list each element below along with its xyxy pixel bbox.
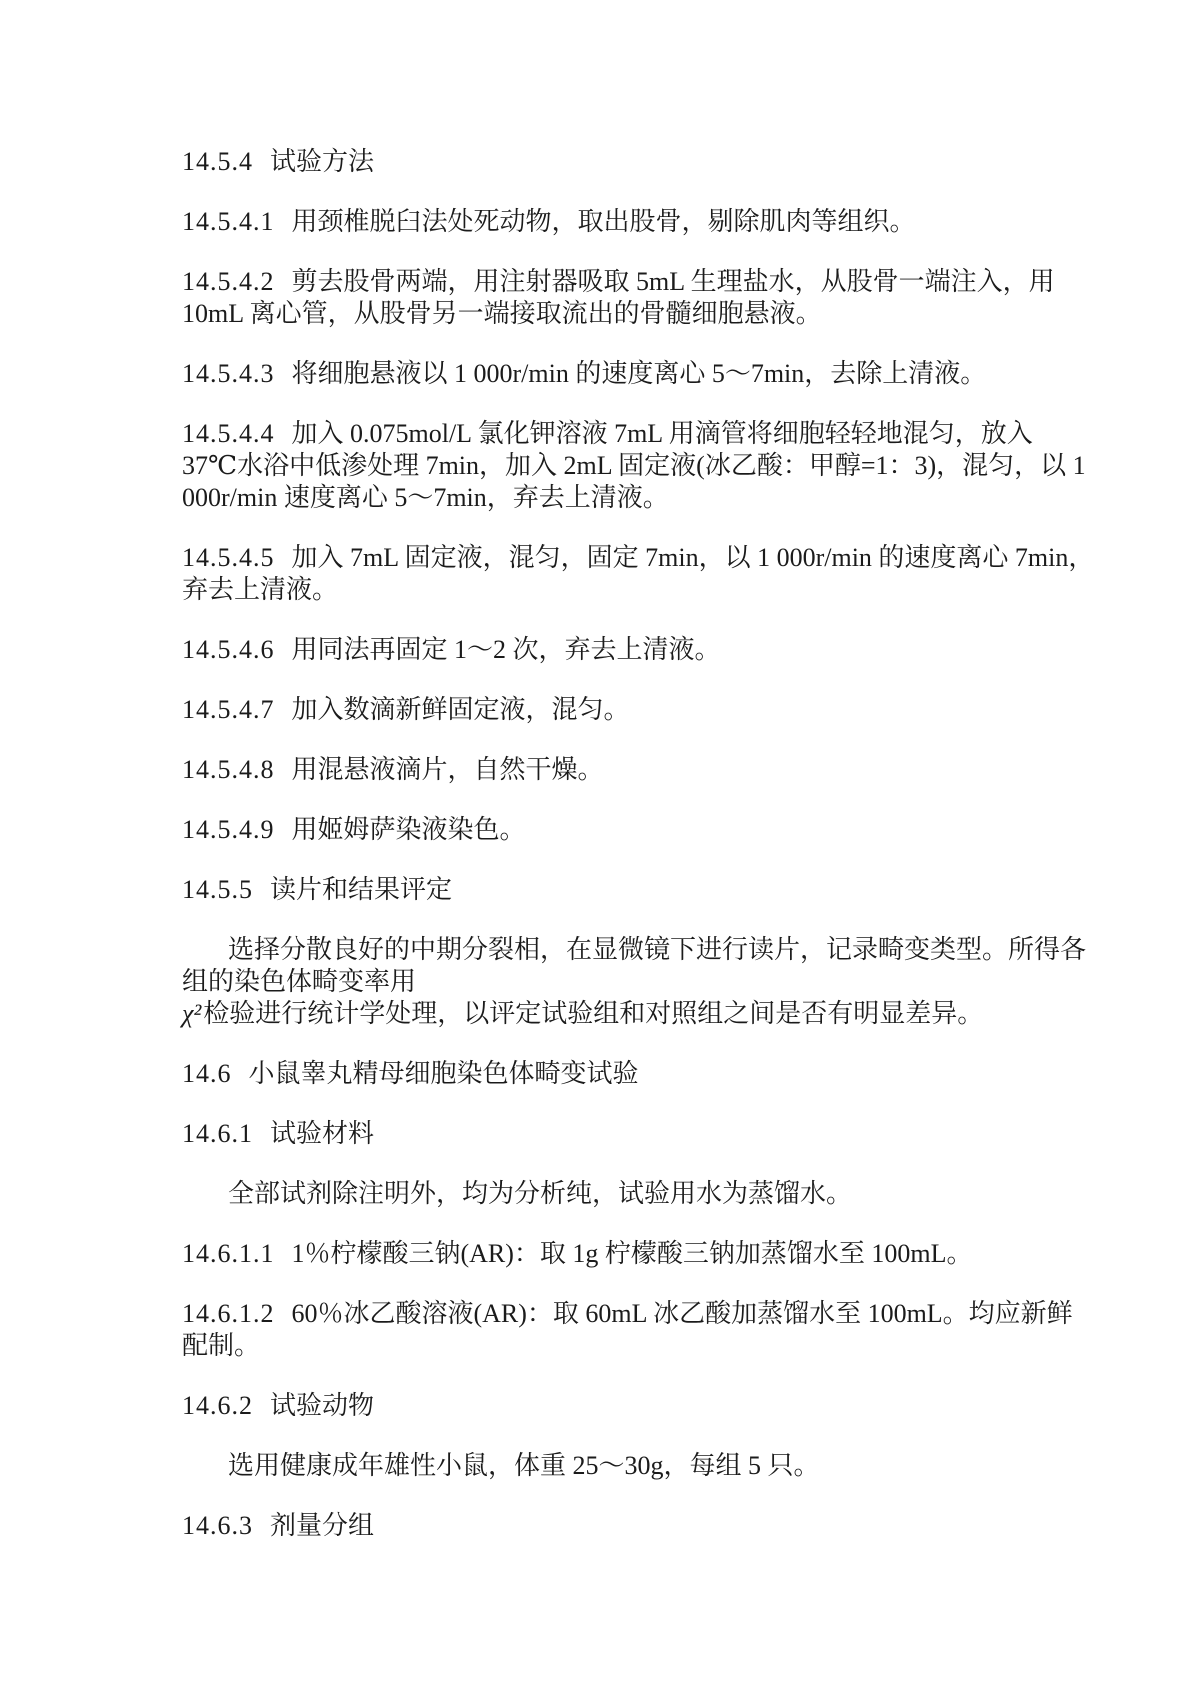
paragraph-line: 000r/min 速度离心 5～7min，弃去上清液。	[182, 483, 669, 512]
paragraph-line: 14.5.4.6 用同法再固定 1～2 次，弃去上清液。	[182, 635, 721, 664]
body-paragraph	[182, 1178, 1050, 1210]
paragraph-line: 14.5.4 试验方法	[182, 147, 375, 176]
section-number: 14.5.4.9	[182, 815, 275, 844]
numbered-paragraph	[182, 1510, 1050, 1542]
section-number: 14.5.4.3	[182, 359, 275, 388]
paragraph-line: 弃去上清液。	[182, 575, 339, 604]
numbered-paragraph	[182, 754, 1050, 786]
paragraph-line: 14.5.4.8 用混悬液滴片，自然干燥。	[182, 755, 604, 784]
paragraph-line: 全部试剂除注明外，均为分析纯，试验用水为蒸馏水。	[228, 1179, 853, 1208]
paragraph-line: 选用健康成年雄性小鼠，体重 25～30g，每组 5 只。	[228, 1451, 820, 1480]
section-number: 14.5.4.4	[182, 419, 275, 448]
paragraph-line: 组的染色体畸变率用	[182, 967, 417, 996]
section-number: 14.5.4.7	[182, 695, 275, 724]
numbered-paragraph	[182, 1390, 1050, 1422]
paragraph-line: 14.6.2 试验动物	[182, 1391, 375, 1420]
document-body	[182, 146, 1095, 1542]
section-number: 14.5.4.8	[182, 755, 275, 784]
paragraph-line: 配制。	[182, 1331, 261, 1360]
paragraph-line: 14.5.4.1 用颈椎脱臼法处死动物，取出股骨，剔除肌肉等组织。	[182, 207, 916, 236]
numbered-paragraph	[182, 418, 1086, 514]
numbered-paragraph	[182, 814, 1050, 846]
paragraph-line: 14.6.1 试验材料	[182, 1119, 375, 1148]
numbered-paragraph	[182, 146, 1050, 178]
paragraph-line: 14.5.4.4 加入 0.075mol/L 氯化钾溶液 7mL 用滴管将细胞轻轻地混匀，放入	[182, 419, 1033, 448]
section-number: 14.5.4.1	[182, 207, 275, 236]
section-number: 14.5.5	[182, 875, 253, 904]
chi-squared-symbol: χ²	[182, 999, 202, 1028]
numbered-paragraph	[182, 634, 1050, 666]
numbered-paragraph	[182, 266, 1055, 330]
numbered-paragraph	[182, 694, 1050, 726]
section-number: 14.6.1.2	[182, 1299, 275, 1328]
paragraph-line: 14.5.4.3 将细胞悬液以 1 000r/min 的速度离心 5～7min，去除上清液。	[182, 359, 987, 388]
section-number: 14.5.4.6	[182, 635, 275, 664]
body-paragraph	[182, 934, 1087, 1030]
body-paragraph	[182, 1450, 1050, 1482]
paragraph-line: 14.5.4.5 加入 7mL 固定液，混匀，固定 7min，以 1 000r/min 的速度离心 7min，	[182, 543, 1095, 572]
paragraph-line: 14.6 小鼠睾丸精母细胞染色体畸变试验	[182, 1059, 639, 1088]
numbered-paragraph	[182, 1058, 1050, 1090]
paragraph-line: 14.5.5 读片和结果评定	[182, 875, 453, 904]
paragraph-line: 10mL 离心管，从股骨另一端接取流出的骨髓细胞悬液。	[182, 299, 822, 328]
numbered-paragraph	[182, 1238, 1050, 1270]
section-number: 14.6.1.1	[182, 1239, 275, 1268]
paragraph-line: 14.6.1.2 60％冰乙酸溶液(AR)：取 60mL 冰乙酸加蒸馏水至 100mL。均应新鲜	[182, 1299, 1073, 1328]
numbered-paragraph	[182, 874, 1050, 906]
section-number: 14.6	[182, 1059, 232, 1088]
numbered-paragraph	[182, 1118, 1050, 1150]
paragraph-line: χ²检验进行统计学处理，以评定试验组和对照组之间是否有明显差异。	[182, 999, 984, 1028]
numbered-paragraph	[182, 1298, 1073, 1362]
paragraph-line: 14.6.3 剂量分组	[182, 1511, 375, 1540]
paragraph-line: 14.5.4.7 加入数滴新鲜固定液，混匀。	[182, 695, 630, 724]
section-number: 14.5.4.2	[182, 267, 275, 296]
section-number: 14.6.3	[182, 1511, 253, 1540]
paragraph-line: 14.5.4.2 剪去股骨两端，用注射器吸取 5mL 生理盐水，从股骨一端注入，用	[182, 267, 1055, 296]
numbered-paragraph	[182, 542, 1095, 606]
section-number: 14.5.4	[182, 147, 253, 176]
numbered-paragraph	[182, 358, 1050, 390]
paragraph-line: 37℃水浴中低渗处理 7min，加入 2mL 固定液(冰乙酸：甲醇=1：3)，混匀，以 1	[182, 451, 1086, 480]
numbered-paragraph	[182, 206, 1050, 238]
paragraph-line: 选择分散良好的中期分裂相，在显微镜下进行读片，记录畸变类型。所得各	[228, 935, 1087, 964]
paragraph-line: 14.5.4.9 用姬姆萨染液染色。	[182, 815, 526, 844]
section-number: 14.6.2	[182, 1391, 253, 1420]
paragraph-line: 14.6.1.1 1％柠檬酸三钠(AR)：取 1g 柠檬酸三钠加蒸馏水至 100mL。	[182, 1239, 973, 1268]
section-number: 14.5.4.5	[182, 543, 275, 572]
section-number: 14.6.1	[182, 1119, 253, 1148]
